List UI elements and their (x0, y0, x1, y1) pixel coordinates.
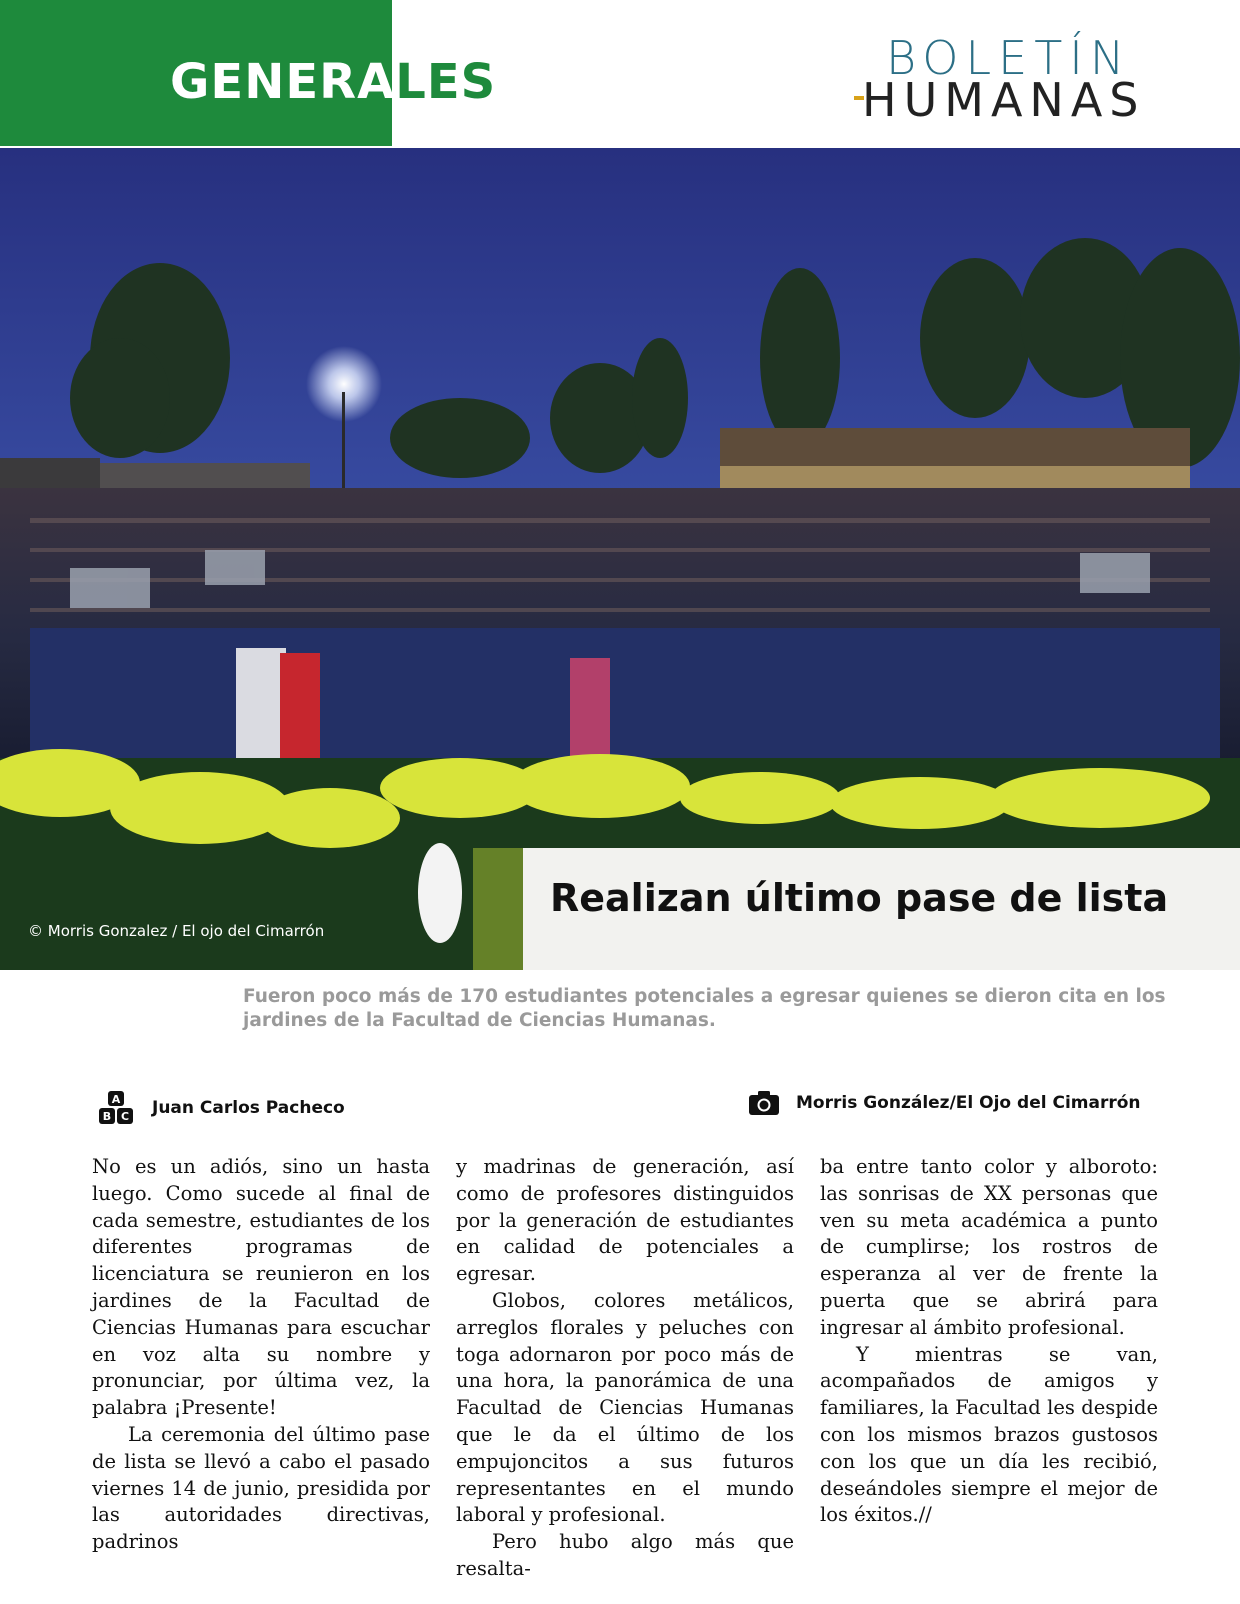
paragraph: ba entre tanto color y alboroto: las sonrisas de XX personas que ven su meta académica a punto de cumplirse; los rostros de esperanza al ver de frente la puerta que se abrirá para ingresar al ámbito profesional. (820, 1155, 1158, 1339)
headline: Realizan último pase de lista (550, 876, 1169, 920)
paragraph: Y mientras se van, acompañados de amigos y familiares, la Facultad les despide con los mismos brazos gustosos con los que un día les recibió, deseándoles siempre el mejor de los éxitos.// (820, 1342, 1158, 1527)
paragraph: La ceremonia del último pase de lista se llevó a cabo el pasado viernes 14 de junio, presidida por las autoridades directivas, padrinos (92, 1422, 430, 1554)
photographer-name: Morris González/El Ojo del Cimarrón (796, 1093, 1141, 1113)
paragraph: y madrinas de generación, así como de profesores distinguidos por la generación de estudiantes en calidad de potenciales a egresar. (456, 1155, 794, 1286)
photographer-byline (748, 1086, 1141, 1120)
boletin-humanas-logo (862, 31, 1182, 127)
author-name: Juan Carlos Pacheco (152, 1098, 345, 1118)
article-column-2 (456, 1154, 794, 1583)
article-column-1 (92, 1154, 430, 1556)
article-column-3 (820, 1154, 1158, 1529)
author-byline (98, 1090, 345, 1126)
headline-accent (473, 848, 523, 970)
svg-text:B: B (102, 1110, 112, 1123)
svg-text:C: C (120, 1110, 130, 1123)
camera-icon (748, 1090, 780, 1116)
logo-top-text: BOLETÍN (886, 31, 1132, 85)
abc-blocks-icon (98, 1090, 134, 1126)
paragraph: Globos, colores metálicos, arreglos florales y peluches con toga adornaron por poco más de una hora, la panorámica de una Facultad de Ciencias Humanas que le da el último de los empujoncitos a sus futuros representantes en el mundo laboral y profesional. (456, 1288, 794, 1527)
subtitle: Fueron poco más de 170 estudiantes potenciales a egresar quienes se dieron cita en los jardines de la Facultad de Ciencias Humanas. (243, 986, 1166, 1031)
logo-bottom-text: HUMANAS (862, 73, 1146, 127)
ceremony-photo (0, 148, 1240, 970)
svg-text:A: A (111, 1093, 121, 1106)
paragraph: No es un adiós, sino un hasta luego. Como sucede al final de cada semestre, estudiantes de los diferentes programas de licenciatura se reunieron en los jardines de la Facultad de Ciencias Humanas para escuchar en voz alta su nombre y pronunciar, por última vez, la palabra ¡Presente! (92, 1155, 430, 1420)
paragraph: Pero hubo algo más que resalta- (456, 1530, 794, 1580)
section-title: GENERALES (170, 54, 497, 110)
photo-credit: © Morris Gonzalez / El ojo del Cimarrón (28, 922, 325, 940)
